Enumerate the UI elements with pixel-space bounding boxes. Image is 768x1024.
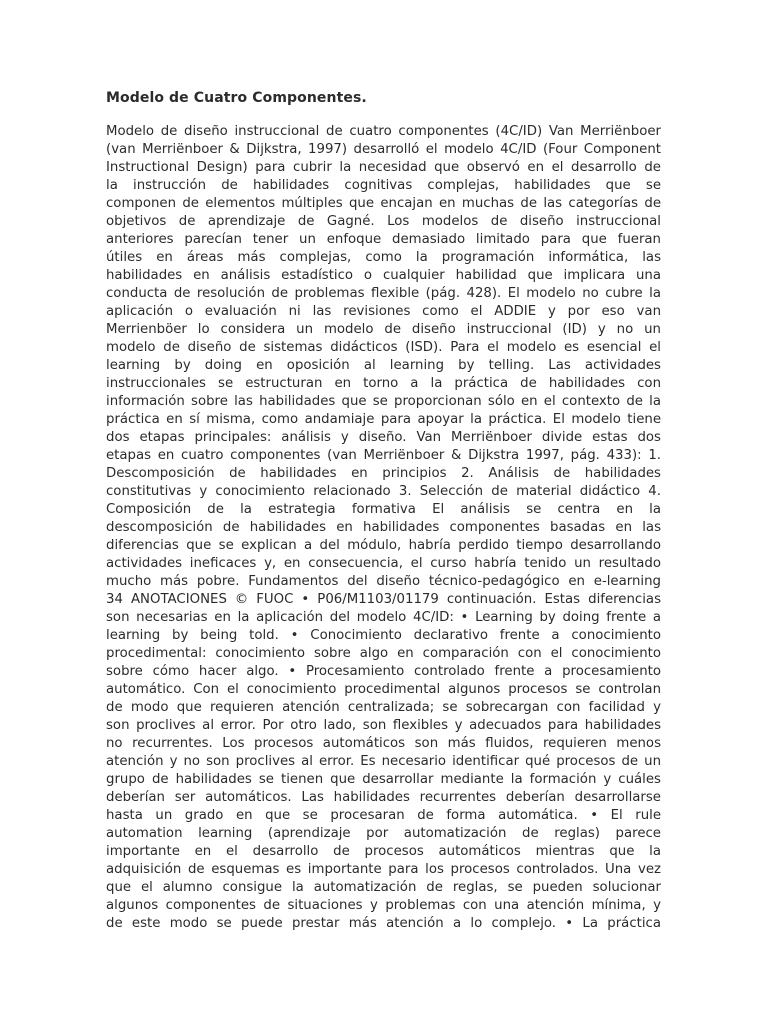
body-line: deberían ser automáticos. Las habilidades recurrentes deberían desarrollarse [106,790,661,805]
body-line: constitutivas y conocimiento relacionado 3. Selección de material didáctico 4. [106,484,661,499]
body-line: útiles en áreas más complejas, como la programación informática, las [106,250,661,265]
body-line: sobre cómo hacer algo. • Procesamiento controlado frente a procesamiento [106,664,661,679]
body-line: aplicación o evaluación ni las revisiones como el ADDIE y por eso van [106,304,661,319]
body-line: importante en el desarrollo de procesos automáticos mientras que la [106,844,661,859]
body-line: conducta de resolución de problemas flexible (pág. 428). El modelo no cubre la [106,286,661,301]
document-title: Modelo de Cuatro Componentes. [106,90,367,106]
body-line: Descomposición de habilidades en principios 2. Análisis de habilidades [106,466,661,481]
body-line: habilidades en análisis estadístico o cualquier habilidad que implicara una [106,268,661,283]
body-line: learning by being told. • Conocimiento declarativo frente a conocimiento [106,628,661,643]
body-line: instruccionales se estructuran en torno a la práctica de habilidades con [106,376,661,391]
body-line: hasta un grado en que se procesaran de forma automática. • El rule [106,808,661,823]
body-line: anteriores parecían tener un enfoque demasiado limitado para que fueran [106,232,661,247]
body-line: Composición de la estrategia formativa El análisis se centra en la [106,502,661,517]
body-line: diferencias que se explican a del módulo, habría perdido tiempo desarrollando [106,538,661,553]
body-line: (van Merriënboer & Dijkstra, 1997) desarrolló el modelo 4C/ID (Four Component [106,142,661,157]
body-line: mucho más pobre. Fundamentos del diseño técnico-pedagógico en e-learning [106,574,661,589]
body-line: algunos componentes de situaciones y problemas con una atención mínima, y [106,898,661,913]
body-line: objetivos de aprendizaje de Gagné. Los modelos de diseño instruccional [106,214,661,229]
body-line: son proclives al error. Por otro lado, son flexibles y adecuados para habilidades [106,718,661,733]
body-line: actividades ineficaces y, en consecuencia, el curso habría tenido un resultado [106,556,661,571]
body-line: automático. Con el conocimiento procedimental algunos procesos se controlan [106,682,661,697]
body-line: grupo de habilidades se tienen que desarrollar mediante la formación y cuáles [106,772,661,787]
body-line: componen de elementos múltiples que encajan en muchas de las categorías de [106,196,661,211]
body-line: atención y no son proclives al error. Es necesario identificar qué procesos de un [106,754,661,769]
body-line: de este modo se puede prestar más atención a lo complejo. • La práctica [106,916,661,931]
body-line: modelo de diseño de sistemas didácticos (ISD). Para el modelo es esencial el [106,340,661,355]
body-line: no recurrentes. Los procesos automáticos son más fluidos, requieren menos [106,736,661,751]
body-line: etapas en cuatro componentes (van Merriënboer & Dijkstra 1997, pág. 433): 1. [106,448,661,463]
body-line: Merrienböer lo considera un modelo de diseño instruccional (ID) y no un [106,322,661,337]
document-body [106,123,661,933]
body-line: Instructional Design) para cubrir la necesidad que observó en el desarrollo de [106,160,661,175]
body-line: información sobre las habilidades que se proporcionan sólo en el contexto de la [106,394,661,409]
body-line: son necesarias en la aplicación del modelo 4C/ID: • Learning by doing frente a [106,610,661,625]
body-line: Modelo de diseño instruccional de cuatro componentes (4C/ID) Van Merriënboer [106,124,661,139]
body-line: descomposición de habilidades en habilidades componentes basadas en las [106,520,661,535]
body-line: que el alumno consigue la automatización de reglas, se pueden solucionar [106,880,661,895]
body-line: de modo que requieren atención centralizada; se sobrecargan con facilidad y [106,700,661,715]
body-line: dos etapas principales: análisis y diseño. Van Merriënboer divide estas dos [106,430,661,445]
document-page [106,88,661,933]
body-line: automation learning (aprendizaje por automatización de reglas) parece [106,826,661,841]
body-line: procedimental: conocimiento sobre algo en comparación con el conocimiento [106,646,661,661]
body-line: práctica en sí misma, como andamiaje para apoyar la práctica. El modelo tiene [106,412,661,427]
body-line: learning by doing en oposición al learning by telling. Las actividades [106,358,661,373]
body-line: la instrucción de habilidades cognitivas complejas, habilidades que se [106,178,661,193]
body-line: adquisición de esquemas es importante para los procesos controlados. Una vez [106,862,661,877]
body-line: 34 ANOTACIONES © FUOC • P06/M1103/01179 continuación. Estas diferencias [106,592,661,607]
